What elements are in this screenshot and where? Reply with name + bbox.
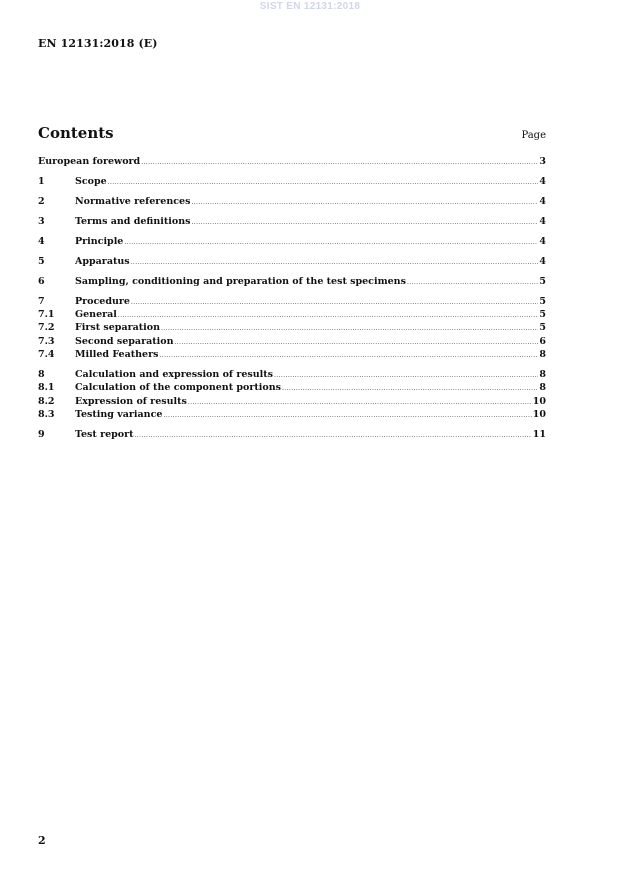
- toc-dot-leader: [135, 429, 532, 442]
- toc-entry-number: 7: [38, 295, 45, 307]
- toc-entry-page: 11: [532, 428, 546, 440]
- toc-entry-title: Calculation and expression of results: [75, 369, 273, 381]
- toc-entry-number: 8: [38, 369, 45, 381]
- toc-dot-leader: [124, 236, 538, 249]
- toc-entry-page: 5: [539, 322, 546, 334]
- toc-dot-leader: [191, 196, 538, 209]
- toc-entry-title: European foreword: [38, 156, 141, 167]
- toc-entry[interactable]: [38, 195, 546, 208]
- toc-entry-title: Expression of results: [75, 395, 187, 407]
- toc-entry-title: First separation: [75, 322, 160, 334]
- toc-entry-page: 5: [539, 275, 546, 287]
- toc-entry-number: 4: [38, 235, 45, 247]
- document-header: EN 12131:2018 (E): [38, 37, 158, 50]
- toc-dot-leader: [282, 382, 538, 395]
- toc-entry-page: 8: [539, 369, 546, 381]
- toc-entry-page: 4: [539, 195, 546, 207]
- toc-dot-leader: [131, 296, 538, 309]
- toc-entry-page: 4: [539, 175, 546, 187]
- toc-entry-page: 4: [539, 215, 546, 227]
- toc-dot-leader: [118, 309, 538, 322]
- toc-dot-leader: [141, 156, 538, 169]
- toc-entry-number: 7.2: [38, 322, 55, 334]
- watermark: SIST EN 12131:2018: [259, 1, 361, 12]
- toc-entry[interactable]: [38, 255, 546, 268]
- toc-entry-number: 3: [38, 215, 45, 227]
- toc-entry-number: 7.1: [38, 309, 55, 321]
- toc-entry-number: 5: [38, 255, 45, 267]
- toc-entry[interactable]: [38, 408, 546, 421]
- toc-entry-number: 9: [38, 428, 45, 440]
- toc-entry[interactable]: [38, 381, 546, 394]
- toc-entry-title: Test report: [75, 428, 134, 440]
- toc-entry-number: 8.2: [38, 395, 55, 407]
- toc-entry-title: Terms and definitions: [75, 215, 191, 227]
- page-number: 2: [38, 834, 46, 847]
- toc-entry-title: Second separation: [75, 335, 174, 347]
- toc-entry-page: 10: [532, 408, 546, 420]
- toc-dot-leader: [161, 322, 538, 335]
- toc-entry-title: Principle: [75, 235, 124, 247]
- toc-entry-title: Milled Feathers: [75, 349, 159, 361]
- toc-entry-title: Procedure: [75, 295, 130, 307]
- toc-entry[interactable]: [38, 395, 546, 408]
- toc-entry-page: 10: [532, 395, 546, 407]
- toc-dot-leader: [191, 216, 538, 229]
- toc-entry[interactable]: [38, 428, 546, 441]
- toc-entry-page: 4: [539, 255, 546, 267]
- toc-dot-leader: [174, 336, 538, 349]
- table-of-contents: [38, 155, 546, 441]
- toc-entry[interactable]: [38, 295, 546, 308]
- toc-entry-title: Testing variance: [75, 408, 163, 420]
- toc-entry-page: 6: [539, 335, 546, 347]
- toc-dot-leader: [131, 256, 539, 269]
- toc-entry-number: 1: [38, 175, 45, 187]
- toc-entry-number: 7.3: [38, 335, 55, 347]
- toc-entry-number: 8.3: [38, 408, 55, 420]
- toc-dot-leader: [407, 276, 538, 289]
- page-column-label: Page: [521, 130, 546, 141]
- toc-entry[interactable]: [38, 155, 546, 168]
- toc-entry-page: 5: [539, 295, 546, 307]
- contents-heading-row: [38, 124, 546, 142]
- toc-entry[interactable]: [38, 175, 546, 188]
- toc-dot-leader: [163, 409, 531, 422]
- toc-dot-leader: [108, 176, 539, 189]
- toc-entry-page: 8: [539, 349, 546, 361]
- toc-dot-leader: [188, 396, 532, 409]
- toc-entry-page: 8: [539, 382, 546, 394]
- toc-entry-title: General: [75, 309, 117, 321]
- toc-entry[interactable]: [38, 275, 546, 288]
- toc-entry-title: Sampling, conditioning and preparation of the test specimens: [75, 275, 406, 287]
- toc-entry-page: 4: [539, 235, 546, 247]
- toc-entry[interactable]: [38, 308, 546, 321]
- toc-entry[interactable]: [38, 368, 546, 381]
- toc-entry-title: Scope: [75, 175, 107, 187]
- toc-entry-number: 6: [38, 275, 45, 287]
- contents-title: Contents: [38, 124, 114, 142]
- toc-entry-title: Calculation of the component portions: [75, 382, 281, 394]
- toc-entry[interactable]: [38, 335, 546, 348]
- toc-entry-number: 7.4: [38, 349, 55, 361]
- toc-entry-page: 3: [539, 156, 546, 167]
- toc-dot-leader: [274, 369, 538, 382]
- toc-dot-leader: [159, 349, 538, 362]
- toc-entry-title: Apparatus: [75, 255, 130, 267]
- toc-entry-title: Normative references: [75, 195, 191, 207]
- toc-entry[interactable]: [38, 215, 546, 228]
- toc-entry-number: 8.1: [38, 382, 55, 394]
- toc-entry-number: 2: [38, 195, 45, 207]
- toc-entry-page: 5: [539, 309, 546, 321]
- toc-entry[interactable]: [38, 235, 546, 248]
- toc-entry[interactable]: [38, 321, 546, 334]
- toc-entry[interactable]: [38, 348, 546, 361]
